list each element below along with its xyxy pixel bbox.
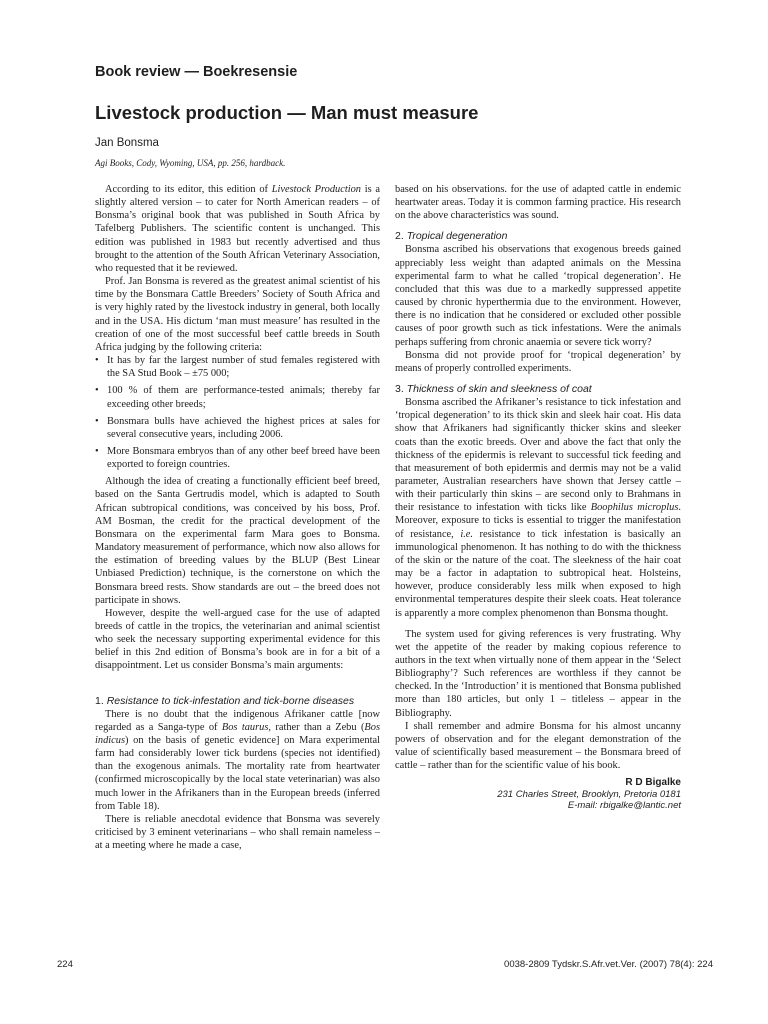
- subheading-3: 3. Thickness of skin and sleekness of coat: [395, 383, 592, 396]
- book-author: Jan Bonsma: [95, 137, 159, 149]
- reviewer-name: R D Bigalke: [625, 777, 681, 789]
- article-title: Livestock production — Man must measure: [95, 102, 479, 123]
- subheading-1: 1. Resistance to tick-infestation and tick-borne diseases: [95, 694, 355, 707]
- paragraph: The system used for giving references is very frustrating. Why wet the appetite of the reader by making copious reference to authors in the text when virtually none of them appear in the ‘Select Bibliography’? Such references are worthless if they cannot be checked. In the ‘Introduction’ it is mentioned that Bonsma published more than 180 articles, but only 1 – titleless – appear in the Bibliography.: [395, 628, 681, 719]
- paragraph: There is no doubt that the indigenous Afrikaner cattle [now regarded as a Sanga-type of Bos taurus, rather than a Zebu (Bos indicus) on the basis of genetic evidence] on Mara experimental farm had considerably lower tick burdens (species not identified) than the exogenous animals. The mortality rate from heartwater (confirmed microscopically by the local state veterinarian) was also much lower in the Afrikaners than in the European breeds (inferred from Table 18).: [95, 708, 380, 812]
- paragraph: Bonsma ascribed the Afrikaner’s resistance to tick infestation and ‘tropical degeneration’ to its thick skin and sleek hair coat. His data show that Afrikaners had significantly thicker skins and sleeker coats than the exotic breeds. Over and above the fact that only the thickness of the epidermis is relevant to successful tick feeding and that measurement of both epidermis and dermis may not be a valid parameter, Australian researchers have shown that Jersey cattle – with their particularly thin skins – are second only to Brahmans in their resistance to infestation with ticks like Boophilus microplus. Moreover, exposure to ticks is essential to trigger the manifestation of resistance, i.e. resistance to tick infestation is basically an immunological phenomenon. It has nothing to do with the thickness of the skin or the nature of the coat. The sleekness of the hair coat may be a factor in adaptation to subtropical heat. Holsteins, however, produce considerably less milk when exposed to high environmental temperatures despite their sleek coats. Heat tolerance is apparently a more complex phenomenon than Bonsma thought.: [395, 397, 681, 619]
- left-column: [95, 183, 380, 852]
- paragraph: Prof. Jan Bonsma is revered as the greatest animal scientist of his time by the Bonsmara Cattle Breeders’ Society of South Africa and is very highly rated by the livestock industry in general, both locally and in the USA. His dictum ‘man must measure’ has resulted in the creation of one of the most successful beef cattle breeds in South Africa judging by the following criteria:: [95, 276, 380, 353]
- list-item: • It has by far the largest number of stud females registered with the SA Stud Book – ±75 000;: [95, 354, 380, 380]
- publication-info: Agi Books, Cody, Wyoming, USA, pp. 256, hardback.: [95, 158, 286, 168]
- journal-citation: 0038-2809 Tydskr.S.Afr.vet.Ver. (2007) 78(4): 224: [504, 959, 713, 970]
- paragraph: based on his observations. for the use of adapted cattle in endemic heartwater areas. Today it is common farming practice. His research on the above characteristics was sound.: [395, 184, 681, 222]
- section-heading: Book review — Boekresensie: [95, 64, 298, 80]
- paragraph: There is reliable anecdotal evidence that Bonsma was severely criticised by 3 eminent veterinarians – who shall remain nameless – at a meeting where he made a case,: [95, 813, 380, 852]
- paragraph: I shall remember and admire Bonsma for his almost uncanny powers of observation and for the elegant demonstration of the value of scientifically based measurement – the Bonsmara breed of cattle – rather than for the scientific value of his book.: [395, 720, 681, 772]
- subheading-2: 2. Tropical degeneration: [395, 230, 508, 243]
- list-item: • 100 % of them are performance-tested animals; thereby far exceeding other breeds;: [95, 384, 380, 410]
- page-number: 224: [57, 959, 73, 970]
- reviewer-email: E-mail: rbigalke@lantic.net: [567, 800, 681, 812]
- paragraph: According to its editor, this edition of Livestock Production is a slightly altered version – to cater for North American readers – of Bonsma’s original book that was published in South Africa by Tafelberg Publishers. The scientific content is unchanged. This edition was published in 1983 but recently advertised and thus brought to the attention of the South African Veterinary Association, who requested that it be reviewed.: [95, 184, 380, 274]
- criteria-list: [95, 354, 380, 471]
- paragraph: However, despite the well-argued case for the use of adapted breeds of cattle in the tropics, the veterinarian and animal scientist who seek the necessary supporting experimental evidence for this belief in this 2nd edition of Bonsma’s book are in for a bit of a disappointment. Let us consider Bonsma’s main arguments:: [95, 607, 380, 672]
- paragraph: Bonsma did not provide proof for ‘tropical degeneration’ by means of properly controlled experiments.: [395, 349, 681, 374]
- paragraph: Bonsma ascribed his observations that exogenous breeds gained appreciably less weight than adapted animals on the Messina experimental farm to what he called ‘tropical degeneration’. He concluded that this was due to a markedly suppressed appetite caused by chronic hyperthermia due to the environment. However, there is no indication that he considered or excluded other possible causes of poor growth such as tick infestations. Were the animals perhaps suffering from chronic anaemia or severe tick worry?: [395, 244, 681, 348]
- list-item: • Bonsmara bulls have achieved the highest prices at sales for several consecutive years, including 2006.: [95, 415, 380, 441]
- paragraph: Although the idea of creating a functionally efficient beef breed, based on the Santa Gertrudis model, which is adapted to South African subtropical conditions, was conceived by his boss, Prof. AM Bosman, the credit for the practical development of the Bonsmara on the experimental farm Mara goes to Bonsma. Mandatory measurement of performance, which now also allows for the estimation of breeding values by the BLUP (Best Linear Unbiased Prediction) technique, is the cornerstone on which the Bonsmara breed rests. Show standards are out – the breed does not participate in shows.: [95, 476, 380, 606]
- reviewer-address: 231 Charles Street, Brooklyn, Pretoria 0181: [497, 788, 681, 800]
- reviewer-signature: [395, 777, 681, 812]
- list-item: • More Bonsmara embryos than of any other beef breed have been exported to foreign countries.: [95, 445, 380, 471]
- right-column: [395, 183, 681, 812]
